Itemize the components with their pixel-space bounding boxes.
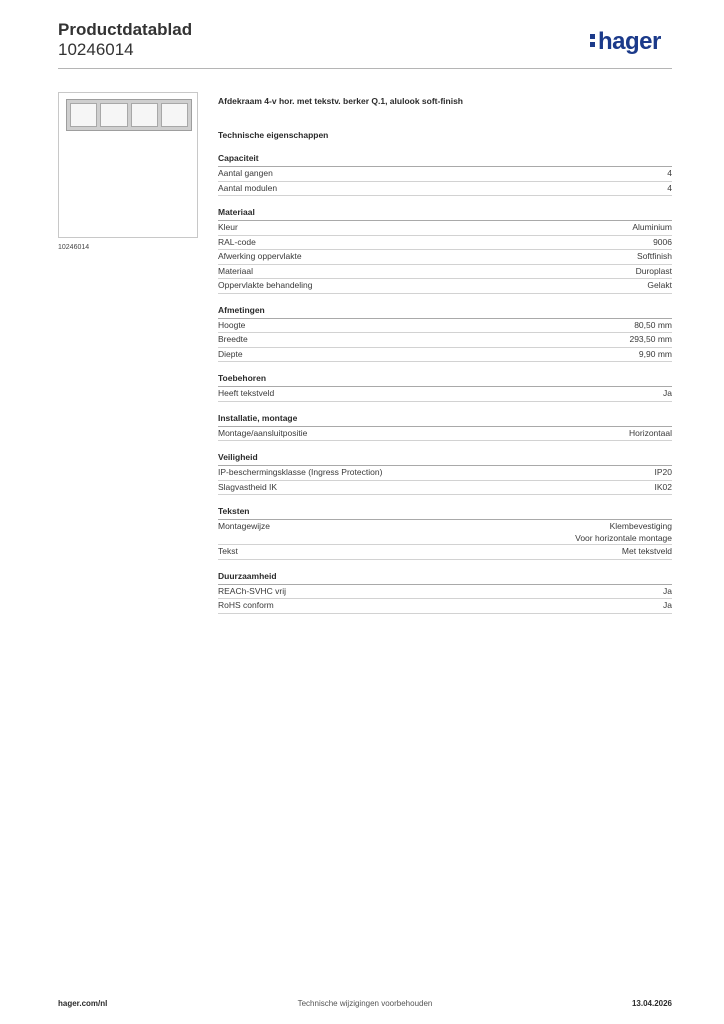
spec-value xyxy=(647,279,672,293)
spec-value xyxy=(636,265,672,279)
section-title: Materiaal xyxy=(218,206,672,221)
spec-label: Aantal modulen xyxy=(218,182,278,193)
spec-row xyxy=(218,466,672,481)
spec-label: Montage/aansluitpositie xyxy=(218,427,308,438)
spec-section xyxy=(218,372,672,402)
spec-row xyxy=(218,348,672,363)
spec-label: Slagvastheid IK xyxy=(218,481,278,492)
spec-value xyxy=(634,319,672,333)
spec-value xyxy=(629,427,672,441)
spec-label: RAL-code xyxy=(218,236,256,247)
spec-value-line: Softfinish xyxy=(637,251,672,261)
spec-section xyxy=(218,152,672,196)
cover-frame-icon xyxy=(66,99,192,131)
spec-value-line: Gelakt xyxy=(647,280,672,290)
spec-label: Materiaal xyxy=(218,265,253,276)
spec-label: Montagewijze xyxy=(218,521,270,531)
spec-label: IP-beschermingsklasse (Ingress Protection) xyxy=(218,467,383,477)
product-number: 10246014 xyxy=(58,40,134,59)
spec-value xyxy=(655,466,673,480)
footer-note: Technische wijzigingen voorbehouden xyxy=(297,999,433,1008)
spec-row xyxy=(218,279,672,294)
spec-row xyxy=(218,481,672,496)
spec-value-line: Ja xyxy=(663,600,672,610)
image-caption: 10246014 xyxy=(58,244,90,251)
product-description: Afdekraam 4-v hor. met tekstv. berker Q.1, alulook soft-finish xyxy=(218,96,463,106)
spec-value-line: Ja xyxy=(663,585,672,596)
spec-value xyxy=(667,182,672,196)
logo-dots-icon xyxy=(590,34,596,48)
spec-value xyxy=(663,599,672,613)
spec-label: REACh-SVHC vrij xyxy=(218,585,287,596)
spec-label: Kleur xyxy=(218,222,238,232)
spec-value-line: Duroplast xyxy=(635,265,672,276)
section-title: Capaciteit xyxy=(218,152,672,167)
spec-value-line: 4 xyxy=(667,182,672,193)
logo-text: hager xyxy=(598,28,661,55)
header-divider xyxy=(58,68,672,69)
spec-value-line: IP20 xyxy=(654,467,672,477)
spec-label: RoHS conform xyxy=(218,600,274,610)
spec-value xyxy=(639,348,672,362)
spec-row xyxy=(218,520,672,545)
spec-value xyxy=(663,585,672,599)
spec-value xyxy=(575,520,672,544)
spec-label: Breedte xyxy=(218,334,248,344)
spec-value xyxy=(632,221,672,235)
page-header xyxy=(58,20,192,60)
spec-section xyxy=(218,570,672,614)
spec-label: Aantal gangen xyxy=(218,168,273,178)
footer-date: 13.04.2026 xyxy=(631,999,672,1008)
spec-value-line: 9,90 mm xyxy=(638,348,672,359)
spec-value xyxy=(653,236,672,250)
spec-label: Diepte xyxy=(218,348,243,359)
spec-value-line: Horizontaal xyxy=(629,427,672,438)
spec-value xyxy=(663,387,672,401)
spec-row xyxy=(218,319,672,334)
spec-section xyxy=(218,412,672,442)
section-title: Afmetingen xyxy=(218,304,672,319)
spec-row xyxy=(218,427,672,442)
spec-label: Afwerking oppervlakte xyxy=(218,251,302,261)
spec-value-line: Met tekstveld xyxy=(621,546,672,556)
product-image xyxy=(58,92,198,238)
section-title: Veiligheid xyxy=(218,451,672,466)
spec-value-line: Aluminium xyxy=(632,222,672,232)
spec-row xyxy=(218,167,672,182)
spec-row xyxy=(218,599,672,614)
section-title: Installatie, montage xyxy=(218,412,672,427)
spec-section xyxy=(218,304,672,363)
spec-sections xyxy=(218,152,672,614)
spec-value xyxy=(667,167,672,181)
spec-label: Tekst xyxy=(218,546,238,556)
footer-site-link[interactable]: hager.com/nl xyxy=(58,999,108,1008)
spec-value-line: Ja xyxy=(663,388,672,398)
spec-value-line: 9006 xyxy=(653,236,672,247)
spec-value-line: 80,50 mm xyxy=(634,319,672,330)
spec-value-line: IK02 xyxy=(654,481,672,492)
spec-value-line: 4 xyxy=(667,168,672,178)
spec-value xyxy=(637,250,672,264)
spec-row xyxy=(218,265,672,280)
spec-label: Hoogte xyxy=(218,319,246,330)
spec-row xyxy=(218,333,672,348)
spec-row xyxy=(218,250,672,265)
spec-value xyxy=(629,333,672,347)
spec-row xyxy=(218,387,672,402)
product-details xyxy=(218,95,672,624)
spec-value-line: Voor horizontale montage xyxy=(575,533,672,543)
spec-value xyxy=(622,545,672,559)
spec-value-line: 293,50 mm xyxy=(629,334,672,344)
hager-logo xyxy=(590,28,661,56)
spec-value xyxy=(655,481,673,495)
spec-section xyxy=(218,206,672,294)
spec-label: Oppervlakte behandeling xyxy=(218,280,313,290)
section-title: Teksten xyxy=(218,505,672,520)
spec-row xyxy=(218,182,672,197)
spec-row xyxy=(218,236,672,251)
page-title: Productdatablad xyxy=(58,20,193,39)
section-title: Duurzaamheid xyxy=(218,570,672,585)
spec-section xyxy=(218,505,672,560)
spec-row xyxy=(218,585,672,600)
section-title: Toebehoren xyxy=(218,372,672,387)
spec-value-line: Klembevestiging xyxy=(609,521,672,531)
spec-section xyxy=(218,451,672,495)
spec-label: Heeft tekstveld xyxy=(218,388,275,398)
spec-row xyxy=(218,545,672,560)
spec-row xyxy=(218,221,672,236)
tech-heading: Technische eigenschappen xyxy=(218,130,329,140)
